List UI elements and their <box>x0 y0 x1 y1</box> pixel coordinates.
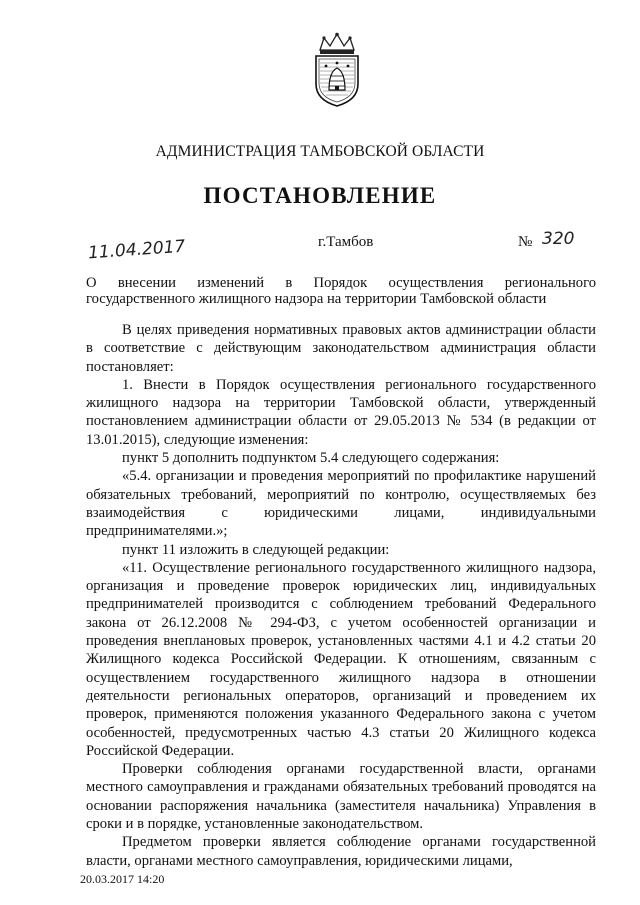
body-paragraph: 1. Внести в Порядок осуществления регионального государственного жилищного надзора на территории Тамбовской области, утвержденный постановлением администрации области от 29.05.2013 № 534 (в редакции от 13.01.2015), следующие изменения: <box>86 376 596 448</box>
handwritten-number: 320 <box>542 229 575 249</box>
document-type-title: ПОСТАНОВЛЕНИЕ <box>203 183 437 208</box>
subject-line-1: О внесении изменений в Порядок осуществления регионального <box>86 275 596 291</box>
body-paragraph: Предметом проверки является соблюдение органами государственной власти, органами местного самоуправления, юридическими лицами, <box>86 834 596 869</box>
tambov-coat-of-arms-icon <box>310 32 364 108</box>
organization-name: АДМИНИСТРАЦИЯ ТАМБОВСКОЙ ОБЛАСТИ <box>155 143 485 160</box>
handwritten-date: 11.04.2017 <box>87 236 186 264</box>
body-paragraph: Проверки соблюдения органами государственной власти, органами местного самоуправления и гражданами обязательных требований проводятся на основании распоряжения начальника (заместителя начальника) Управления в сроки и в порядке, установленные законодательством. <box>86 761 596 833</box>
document-subject <box>86 275 596 307</box>
city-name: г.Тамбов <box>318 234 374 250</box>
number-label: № <box>518 234 533 250</box>
body-paragraph: «5.4. организации и проведения мероприятий по профилактике нарушений обязательных требований, мероприятий по контролю, осуществляемых без взаимодействия с юридическими лицами, индивидуальными предпринимателями.»; <box>86 468 596 540</box>
body-paragraph: «11. Осуществление регионального государственного жилищного надзора, организация и проведение проверок юридических лиц, индивидуальных предпринимателей производится с соблюдением требований Федерального закона от 26.12.2008 № 294-ФЗ, с учетом особенностей организации и проведения внеплановых проверок, установленных частями 4.1 и 4.2 статьи 20 Жилищного кодекса Российской Федерации. К отношениям, связанным с осуществлением государственного жилищного надзора в отношении деятельности региональных операторов, организаций и проведением их проверок, применяются положения указанного Федерального закона с учетом особенностей, предусмотренных частью 4.3 статьи 20 Жилищного кодекса Российской Федерации. <box>86 559 596 759</box>
print-timestamp: 20.03.2017 14:20 <box>80 872 165 886</box>
body-paragraph: В целях приведения нормативных правовых актов администрации области в соответствие с действующим законодательством администрация области постановляет: <box>86 322 596 375</box>
subject-line-2: государственного жилищного надзора на территории Тамбовской области <box>86 291 547 307</box>
body-paragraph: пункт 11 изложить в следующей редакции: <box>122 541 390 558</box>
body-paragraph: пункт 5 дополнить подпунктом 5.4 следующего содержания: <box>122 450 500 467</box>
document-body <box>86 321 596 870</box>
